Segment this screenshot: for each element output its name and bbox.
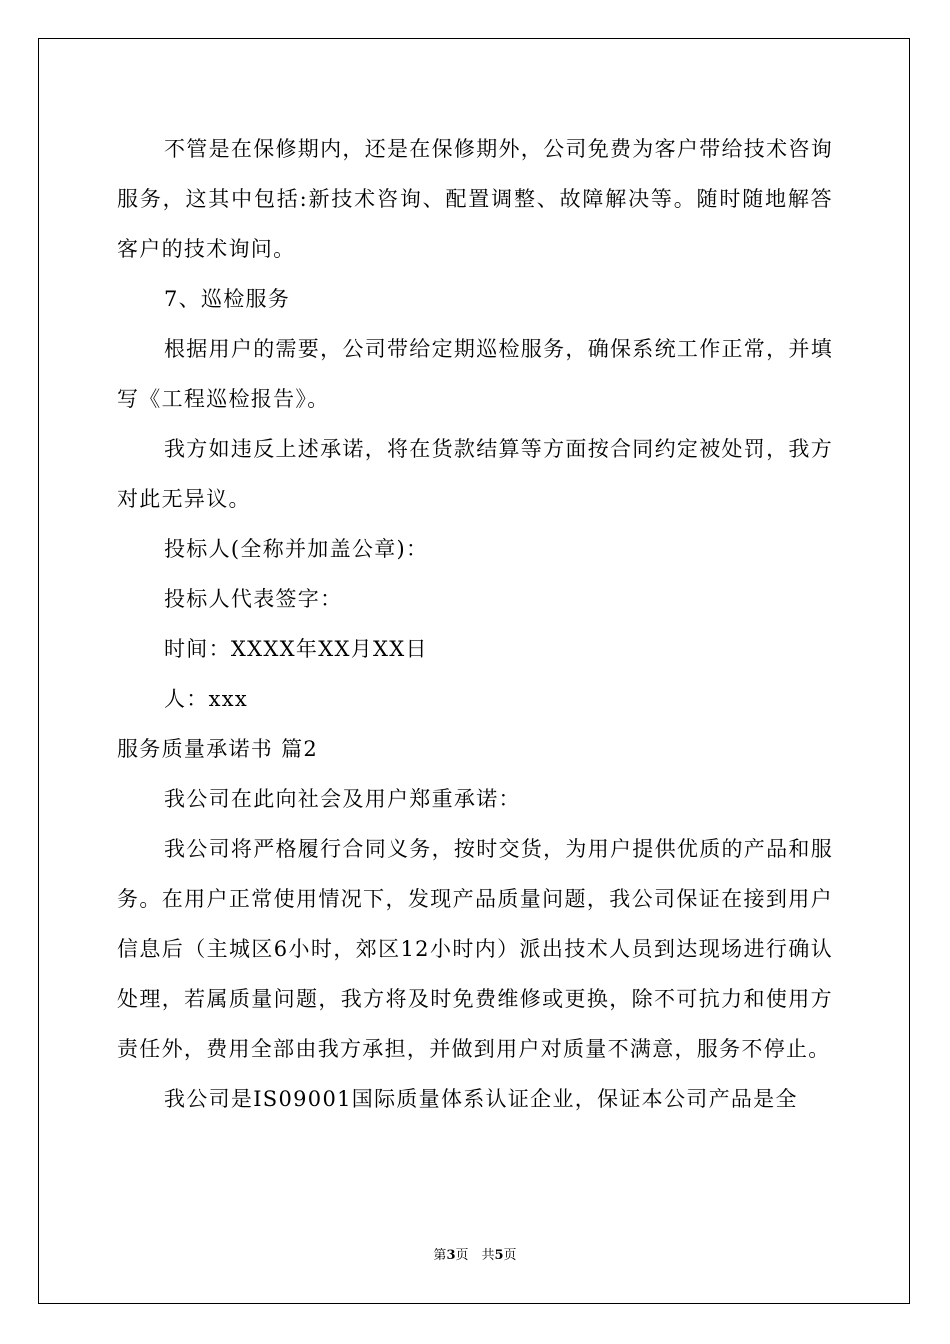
document-body <box>117 124 833 1124</box>
paragraph: 不管是在保修期内，还是在保修期外，公司免费为客户带给技术咨询服务，这其中包括:新技术咨询、配置调整、故障解决等。随时随地解答客户的技术询问。 <box>117 137 833 261</box>
page-footer <box>0 1246 950 1266</box>
page-total: 5 <box>494 1248 504 1263</box>
paragraph: 根据用户的需要，公司带给定期巡检服务，确保系统工作正常，并填写《工程巡检报告》。 <box>117 337 833 411</box>
paragraph: 人：xxx <box>164 687 249 711</box>
paragraph: 我公司将严格履行合同义务，按时交货，为用户提供优质的产品和服务。在用户正常使用情况下，发现产品质量问题，我公司保证在接到用户信息后（主城区6小时，郊区12小时内）派出技术人员到达现场进行确认处理，若属质量问题，我方将及时免费维修或更换，除不可抗力和使用方责任外，费用全部由我方承担，并做到用户对质量不满意，服务不停止。 <box>117 837 833 1061</box>
paragraph: 服务质量承诺书 篇2 <box>117 737 319 761</box>
page-prefix: 第 <box>433 1248 447 1263</box>
paragraph: 我公司是IS09001国际质量体系认证企业，保证本公司产品是全 <box>164 1087 798 1111</box>
paragraph: 时间：XXXX年XX月XX日 <box>164 637 428 661</box>
paragraph: 7、巡检服务 <box>164 287 291 311</box>
paragraph: 我方如违反上述承诺，将在货款结算等方面按合同约定被处罚，我方对此无异议。 <box>117 437 833 511</box>
paragraph: 我公司在此向社会及用户郑重承诺： <box>164 787 521 811</box>
page-current: 3 <box>446 1248 456 1263</box>
page-middle: 页 共 <box>455 1248 495 1263</box>
paragraph: 投标人(全称并加盖公章)： <box>164 537 429 561</box>
page-suffix: 页 <box>503 1248 517 1263</box>
paragraph: 投标人代表签字： <box>164 587 343 611</box>
